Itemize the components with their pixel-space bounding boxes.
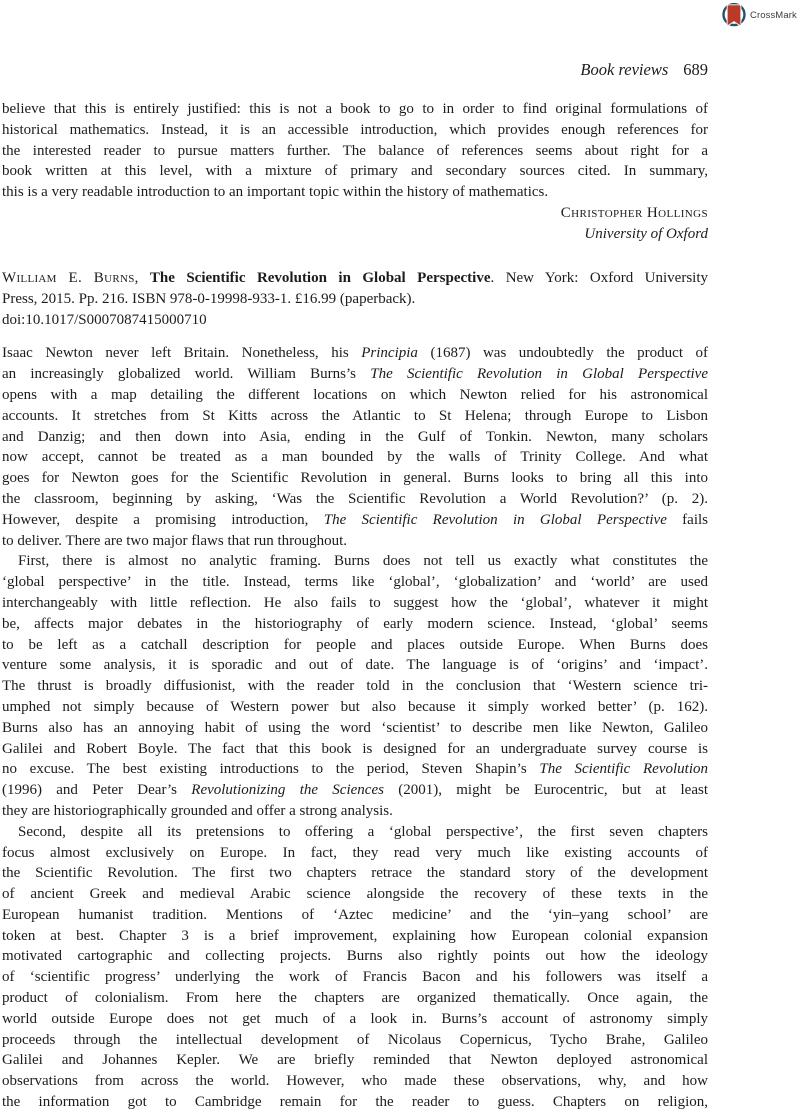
running-head-title: Book reviews [580,60,669,79]
text-line: (1996) and Peter Dear’s Revolutionizing the Sciences (2001), might be Eurocentric, but at least [2,782,708,799]
text-line: believe that this is entirely justified: this is not a book to go to in order to find original formulations of [2,101,708,117]
text-line: the information got to Cambridge remain for the reader to guess. Chapters on religion, [2,1094,708,1111]
text-line: and Danzig; and then down into Asia, ending in the Gulf of Tonkin. Newton, many scholars [2,428,708,445]
text-line: Second, despite all its pretensions to offering a ‘global perspective’, the first seven chapters [18,823,708,840]
page-content [2,0,708,1113]
paragraph-2 [2,551,708,821]
previous-review-conclusion [2,99,708,203]
text-line: proceeds through the intellectual development of Nicolaus Copernicus, Tycho Brahe, Galileo [2,1031,708,1048]
reviewer-name: Christopher Hollings [560,204,708,221]
paragraph-1 [2,343,708,551]
text-line: token at best. Chapter 3 is a brief improvement, explaining how European colonial expansion [2,927,708,944]
text-line: Galilei and Johannes Kepler. We are briefly reminded that Newton deployed astronomical [2,1052,708,1069]
review-citation [2,268,708,330]
text-line: goes for Newton goes for the Scientific Revolution in general. Burns looks to bring all this into [2,470,708,487]
text-line: observations from across the world. However, who made these observations, why, and how [2,1073,708,1090]
text-line: of ‘scientific progress’ underlying the work of Francis Bacon and his followers was itself a [2,969,708,986]
text-line: be, affects major debates in the historiography of early modern science. Instead, ‘global’ seems [2,615,708,632]
text-line: the classroom, beginning by asking, ‘Was the Scientific Revolution a World Revolution?’ (p. 2). [2,490,708,507]
text-line: The thrust is broadly diffusionist, with the reader told in the conclusion that ‘Western science tri- [2,678,708,695]
review-body [2,343,708,1112]
text-line: focus almost exclusively on Europe. In fact, they read very much like existing accounts of [2,844,708,861]
text-line: First, there is almost no analytic framing. Burns does not tell us exactly what constitutes the [18,553,708,570]
text-line: to be left as a catchall description for people and places outside Europe. When Burns does [2,636,708,653]
paragraph-3 [2,822,708,1113]
text-line: now accept, cannot be treated as a man bounded by the walls of Trinity College. And what [2,449,708,466]
text-line: ‘global perspective’ in the title. Instead, terms like ‘global’, ‘globalization’ and ‘world’ are used [2,574,708,591]
text-line: accounts. It stretches from St Kitts across the Atlantic to St Helena; through Europe to Lisbon [2,407,708,424]
text-line: an increasingly globalized world. William Burns’s The Scientific Revolution in Global Perspective [2,366,709,383]
crossmark-label: CrossMark [750,10,797,21]
text-line: Burns also has an annoying habit of using the word ‘scientist’ to describe men like Newton, Galileo [2,719,708,736]
text-line: umphed not simply because of Western power but also because it simply worked better’ (p. 162). [2,698,708,715]
text-line: of ancient Greek and medieval Arabic science alongside the recovery of these texts in the [2,886,708,903]
text-line: to deliver. There are two major flaws that run throughout. [2,532,348,549]
text-line: European humanist tradition. Mentions of ‘Aztec medicine’ and the ‘yin–yang school’ are [2,906,708,923]
page-number: 689 [683,60,708,79]
text-line: venture some analysis, it is sporadic and out of date. The language is of ‘origins’ and ‘impact’. [2,657,708,674]
text-line: interchangeably with little reflection. He also fails to suggest how the ‘global’, whatever it might [2,594,708,611]
crossmark-icon [721,2,747,29]
text-line: historical mathematics. Instead, it is an accessible introduction, which provides enough references for [2,121,708,138]
text-line: motivated cartographic and collecting projects. Burns also rightly points out how the ideology [2,948,708,965]
text-line: Press, 2015. Pp. 216. ISBN 978-0-19998-933-1. £16.99 (paperback). [2,290,416,307]
text-line: William E. Burns, The Scientific Revolution in Global Perspective. New York: Oxford University [2,269,708,286]
crossmark-badge[interactable] [721,2,797,29]
reviewer-attribution [2,203,708,245]
text-line: this is a very readable introduction to an important topic within the history of mathematics. [2,184,549,201]
text-line: opens with a map detailing the different locations on which Newton relied for his astronomical [2,386,708,403]
text-line: Galilei and Robert Boyle. The fact that this book is designed for an undergraduate survey course is [2,740,708,757]
text-line: world outside Europe does not get much of a look in. Burns’s account of astronomy simply [2,1010,708,1027]
running-head [2,59,708,80]
text-line: no excuse. The best existing introductions to the period, Steven Shapin’s The Scientific Revolution [2,761,708,778]
text-line: the Scientific Revolution. The first two chapters retrace the standard story of the development [2,865,708,882]
text-line: they are historiographically grounded and offer a strong analysis. [2,802,393,819]
text-line: However, despite a promising introduction, The Scientific Revolution in Global Perspective fails [2,511,709,528]
text-line: Isaac Newton never left Britain. Nonetheless, his Principia (1687) was undoubtedly the product of [2,345,709,362]
text-line: product of colonialism. From here the chapters are organized thematically. Once again, the [2,990,708,1007]
reviewer-affiliation: University of Oxford [584,225,708,242]
text-line: the interested reader to pursue matters further. The balance of references seems about right for a [2,142,708,159]
text-line: book written at this level, with a mixture of primary and secondary sources cited. In summary, [2,163,708,180]
text-line: doi:10.1017/S0007087415000710 [2,311,207,328]
